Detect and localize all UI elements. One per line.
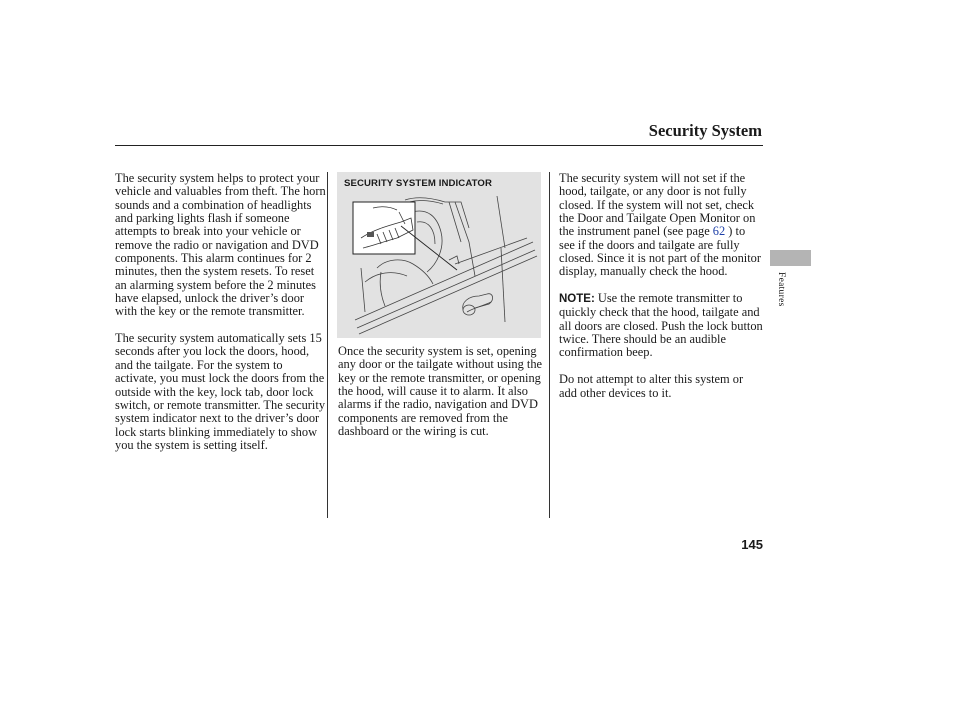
figure-security-indicator	[337, 172, 541, 338]
page-reference-link[interactable]: 62	[712, 224, 726, 239]
paragraph-alarm-triggers: Once the security system is set, opening any door or the tailgate without using the key or the remote transmitter, or opening the hood, will cause it to alarm. It also alarms if the radio, navigation and DVD components are removed from the dashboard or the wiring is cut.	[338, 344, 543, 439]
paragraph-auto-set: The security system automatically sets 15 seconds after you lock the doors, hood, and the tailgate. For the system to activate, you must lock the doors from the outside with the key, lock tab, door lock switch, or remote transmitter. The security system indicator next to the driver’s door lock starts blinking immediately to show you the system is setting itself.	[115, 331, 326, 452]
section-tab-label: Features	[776, 272, 786, 307]
column-left	[115, 172, 327, 466]
page-number: 145	[741, 537, 763, 552]
column-right	[559, 172, 764, 413]
header-rule	[115, 145, 763, 146]
paragraph-warning: Do not attempt to alter this system or add other devices to it.	[559, 372, 744, 400]
paragraph-not-set	[559, 172, 764, 279]
door-illustration	[337, 172, 541, 338]
note-text: Use the remote transmitter to quickly check that the hood, tailgate and all doors are closed. Push the lock button twice. There should be an audible confirmation beep.	[559, 291, 763, 360]
paragraph-intro: The security system helps to protect your vehicle and valuables from theft. The horn sounds and a combination of headlights and parking lights flash if someone attempts to break into your vehicle or remove the radio or navigation and DVD components. This alarm continues for 2 minutes, then the system resets. To reset an alarming system before the 2 minutes have elapsed, unlock the driver’s door with the key or the remote transmitter.	[115, 171, 326, 319]
note-label: NOTE:	[559, 293, 595, 306]
section-tab-marker	[770, 250, 811, 266]
column-divider-right	[549, 172, 550, 518]
text-not-set-after: ) to see if the doors and tailgate are fully closed. Since it is not part of the monitor display, manually check the hood.	[559, 224, 762, 279]
column-divider-left	[327, 172, 328, 518]
paragraph-note	[559, 292, 764, 360]
column-middle	[338, 345, 543, 452]
text-not-set-before: The security system will not set if the hood, tailgate, or any door is not fully closed. If the system will not set, check the Door and Tailgate Open Monitor on the instrument panel (see page	[559, 171, 756, 239]
page-title: Security System	[648, 121, 762, 140]
figure-caption: SECURITY SYSTEM INDICATOR	[344, 178, 493, 189]
